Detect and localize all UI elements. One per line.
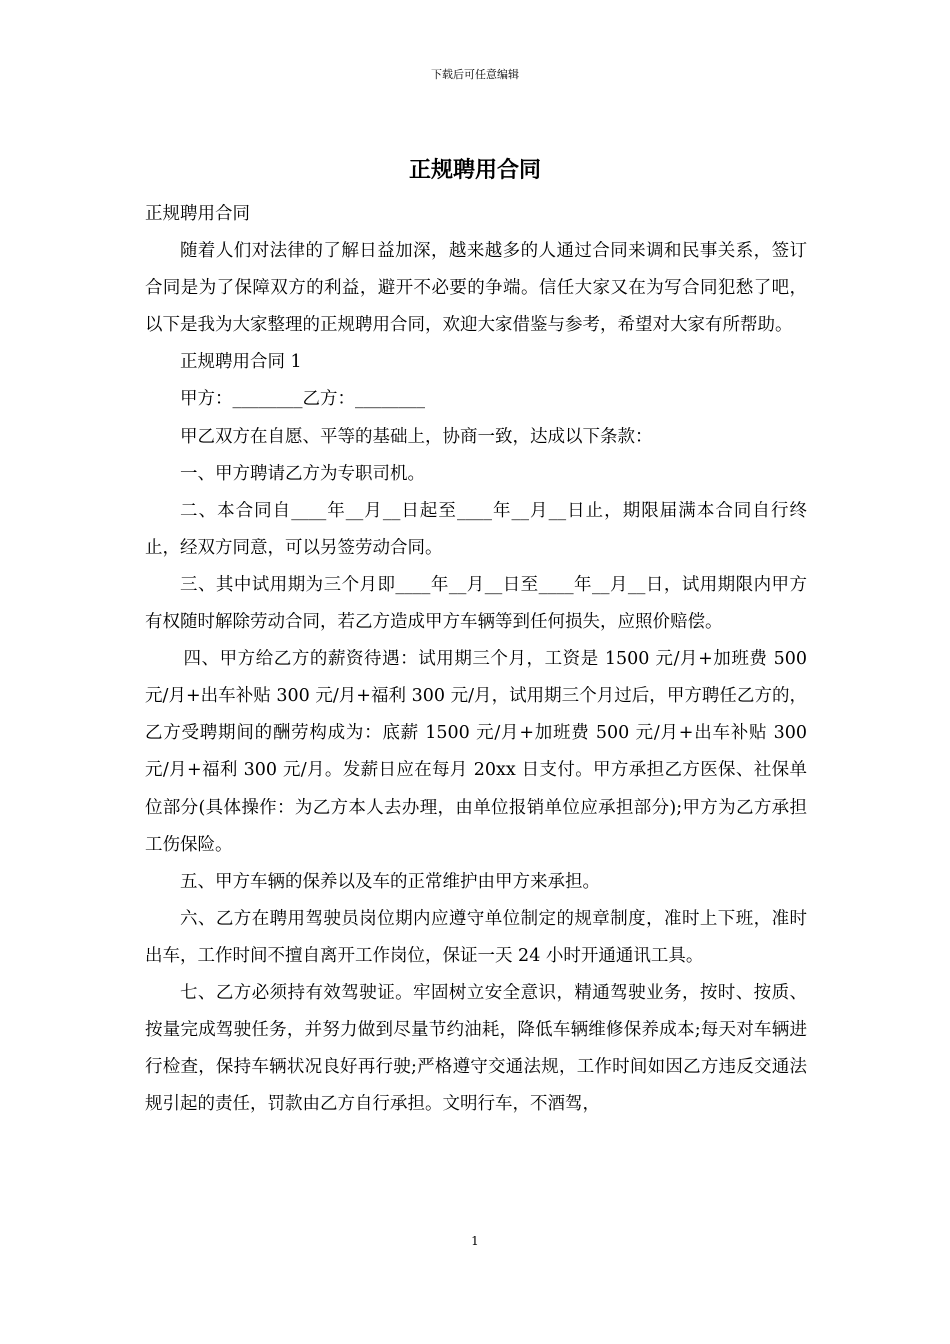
clause-2: 二、本合同自____年__月__日起至____年__月__日止，期限届满本合同自行终止，经双方同意，可以另签劳动合同。: [145, 500, 807, 558]
clause-6: 六、乙方在聘用驾驶员岗位期内应遵守单位制定的规章制度，准时上下班，准时出车，工作时间不擅自离开工作岗位，保证一天 24 小时开通通讯工具。: [145, 908, 807, 966]
agreement-paragraph: 甲乙双方在自愿、平等的基础上，协商一致，达成以下条款：: [180, 426, 653, 447]
parties-line: 甲方：________乙方：________: [180, 389, 425, 410]
header-note: 下载后可任意编辑: [431, 68, 519, 81]
document-body: [145, 196, 807, 1123]
clause-3: 三、其中试用期为三个月即____年__月__日至____年__月__日，试用期限内甲方有权随时解除劳动合同，若乙方造成甲方车辆等到任何损失，应照价赔偿。: [145, 574, 807, 633]
subtitle-paragraph: 正规聘用合同: [145, 204, 250, 224]
clause-7: 七、乙方必须持有效驾驶证。牢固树立安全意识，精通驾驶业务，按时、按质、按量完成驾驶任务，并努力做到尽量节约油耗，降低车辆维修保养成本;每天对车辆进行检查，保持车辆状况良好再行驶;严格遵守交通法规，工作时间如因乙方违反交通法规引起的责任，罚款由乙方自行承担。文明行车，不酒驾，: [145, 982, 807, 1115]
document-title: 正规聘用合同: [408, 157, 541, 183]
contract-heading: 正规聘用合同 1: [180, 352, 302, 373]
clause-1: 一、甲方聘请乙方为专职司机。: [180, 463, 425, 484]
intro-paragraph: 随着人们对法律的了解日益加深，越来越多的人通过合同来调和民事关系，签订合同是为了保障双方的利益，避开不必要的争端。信任大家又在为写合同犯愁了吧，以下是我为大家整理的正规聘用合同，欢迎大家借鉴与参考，希望对大家有所帮助。: [145, 241, 807, 336]
page-number: 1: [471, 1234, 479, 1248]
clause-4: 四、甲方给乙方的薪资待遇：试用期三个月，工资是 1500 元/月+加班费 500 元/月+出车补贴 300 元/月+福利 300 元/月，试用期三个月过后，甲方聘任乙方的，乙方受聘期间的酬劳构成为：底薪 1500 元/月+加班费 500 元/月+出车补贴 300 元/月+福利 300 元/月。发薪日应在每月 20xx 日支付。甲方承担乙方医保、社保单位部分(具体操作：为乙方本人去办理，由单位报销单位应承担部分);甲方为乙方承担工伤保险。: [145, 649, 807, 855]
clause-5: 五、甲方车辆的保养以及车的正常维护由甲方来承担。: [180, 871, 600, 892]
